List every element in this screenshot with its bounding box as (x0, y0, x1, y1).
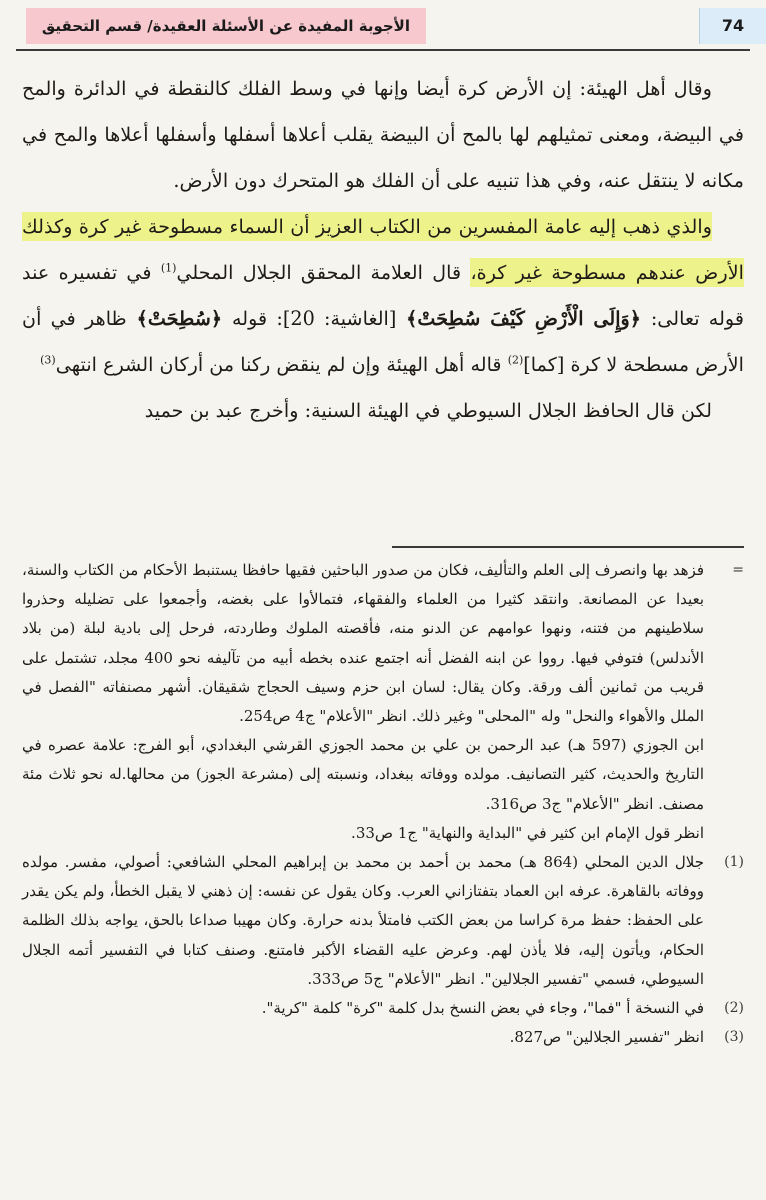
main-body-text (22, 66, 744, 434)
footnote-3 (22, 1023, 744, 1052)
footnote-text: فزهد بها وانصرف إلى العلم والتأليف، فكان من صدور الباحثين فقيها حافظا يستنبط الأحكام من الكتاب والسنة، بعيدا عن المصانعة. وانتقد كثيرا من العلماء والفقهاء، فتمالأوا على بغضه، وأجمعوا على تضليله وحذروا سلاطينهم من فتنه، ونهوا عوامهم عن الدنو منه، فأقصته الملوك وطاردته، فرحل إلى بادية لبلة (من بلاد الأندلس) فتوفي فيها. رووا عن ابنه الفضل أنه اجتمع عنده بخطه أبيه من تآليفه نحو 400 مجلد، تشتمل على قريب من ثمانين ألف ورقة. وكان يقال: لسان ابن حزم وسيف الحجاج شقيقان. أشهر مصنفاته "الفصل في الملل والأهواء والنحل" وله "المحلى" وغير ذلك. انظر "الأعلام" ج4 ص254. (22, 561, 704, 726)
footnote-text: جلال الدين المحلي (864 هـ) محمد بن أحمد بن محمد بن إبراهيم المحلي الشافعي: أصولي، مفسر. مولده ووفاته بالقاهرة. عرفه ابن العماد بتفتازاني العرب. وكان يقول عن نفسه: إن ذهني لا يقبل الخطأ، ولم يكن يقدر على الحفظ: حفظ مرة كراسا من بعض الكتب فامتلأ بدنه حرارة. وكان مهيبا صداعا بالحق، يواجه بذلك الظلمة الحكام، ويأتون إليه، فلا يأذن لهم. وعرض عليه القضاء الأكبر فامتنع. وصنف كتابا في التفسير أتمه الجلال السيوطي، فسمي "تفسير الجلالين". انظر "الأعلام" ج5 ص333. (22, 853, 704, 988)
text-run: قاله أهل الهيئة وإن لم ينقض ركنا من أركان الشرع انتهى (55, 353, 508, 376)
footnote-marker: (2) (724, 1000, 744, 1017)
footnote-text: انظر قول الإمام ابن كثير في "البداية والنهاية" ج1 ص33. (351, 823, 704, 842)
footnote-1 (22, 848, 744, 994)
text-run: في تفسيره عند قوله تعالى: (22, 261, 745, 330)
footnote-continued (22, 556, 744, 848)
verse-reference: [الغاشية: 20]: (276, 307, 397, 330)
footnotes (22, 556, 744, 1052)
paragraph-hayah: وقال أهل الهيئة: إن الأرض كرة أيضا وإنها في وسط الفلك كالنقطة في الدائرة والمح في البيضة، ومعنى تمثيلهم لها بالمح أن البيضة يقلب أعلاها أسفلها وأسفلها أعلاها والمح في مكانه لا ينتقل عنه، وفي هذا تنبيه على أن الفلك هو المتحرك دون الأرض. (22, 77, 744, 192)
footnote-2 (22, 994, 744, 1023)
paragraph-mufassirin (22, 204, 744, 388)
footnote-ref-1: (1) (160, 261, 177, 275)
footnote-ref-3: (3) (40, 353, 56, 367)
footnote-marker: (1) (724, 854, 744, 871)
footnote-text: في النسخة أ "فما"، وجاء في بعض النسخ بدل كلمة "كرة" كلمة "كرية". (261, 999, 704, 1018)
quran-verse: ﴿وَإِلَى الْأَرْضِ كَيْفَ سُطِحَتْ﴾ (396, 307, 651, 330)
footnote-text: ابن الجوزي (597 هـ) عبد الرحمن بن علي بن محمد الجوزي القرشي البغدادي، أبو الفرج: علامة عصره في التاريخ والحديث، كثير التصانيف. مولده ووفاته ببغداد، ونسبته إلى (مشرعة الجوز) من محالها.له نحو ثلاث مئة مصنف. انظر "الأعلام" ج3 ص316. (22, 736, 704, 813)
paragraph-suyuti: لكن قال الحافظ الجلال السيوطي في الهيئة السنية: وأخرج عبد بن حميد (144, 399, 712, 422)
footnote-text: انظر "تفسير الجلالين" ص827. (509, 1028, 704, 1047)
text-run: قال العلامة المحقق الجلال المحلي (176, 261, 471, 284)
footnote-ref-2: (2) (507, 353, 524, 367)
highlighted-passage: والذي ذهب إليه عامة المفسرين من الكتاب العزيز أن السماء مسطوحة غير كرة وكذلك الأرض عندهم مسطوحة غير كرة، (22, 212, 744, 287)
footnote-divider (392, 546, 744, 548)
text-run: ظاهر في أن الأرض مسطحة لا كرة [كما] (22, 307, 744, 376)
text-run: قوله (231, 307, 277, 330)
header-divider (16, 49, 750, 51)
page-header (0, 0, 766, 58)
footnote-marker: (3) (724, 1029, 744, 1046)
quran-word: ﴿سُطِحَتْ﴾ (126, 307, 232, 330)
page-number: 74 (699, 8, 766, 44)
continuation-marker: = (732, 562, 744, 578)
running-header-title: الأجوبة المفيدة عن الأسئلة العقيدة/ قسم التحقيق (26, 8, 426, 44)
